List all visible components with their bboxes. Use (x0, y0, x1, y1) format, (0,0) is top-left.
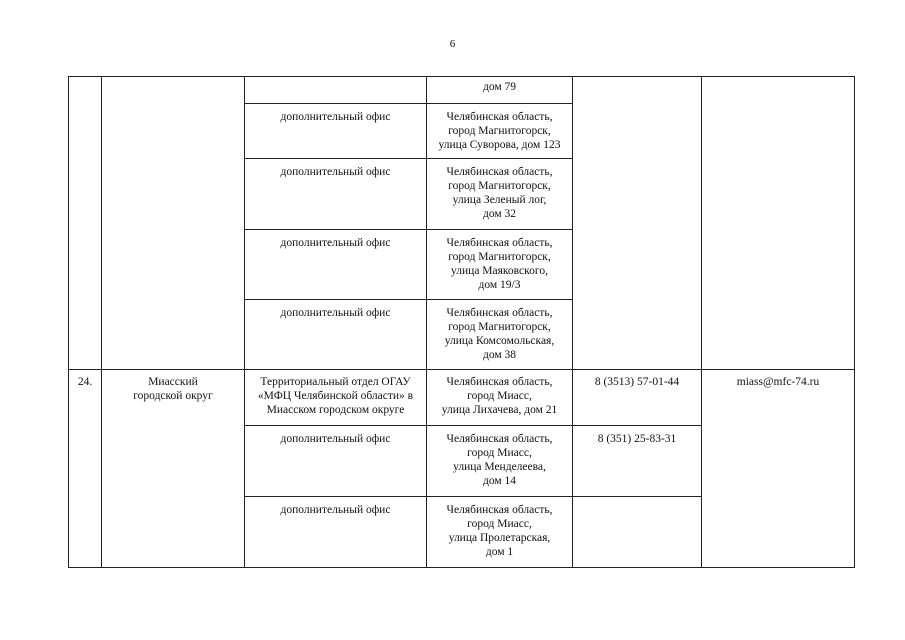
phone-cell (573, 497, 702, 568)
email-cell: miass@mfc-74.ru (702, 370, 855, 568)
page-number: 6 (449, 38, 456, 50)
phone-cell: 8 (3513) 57-01-44 (573, 370, 702, 426)
office-name-cell: дополнительный офис (245, 300, 427, 370)
phone-cell: 8 (351) 25-83-31 (573, 426, 702, 497)
phone-cell (573, 77, 702, 370)
office-address-cell: Челябинская область, город Магнитогорск, улица Комсомольская, дом 38 (427, 300, 573, 370)
table-row (69, 370, 855, 426)
email-cell (702, 77, 855, 370)
office-address-cell: Челябинская область, город Миасс, улица Пролетарская, дом 1 (427, 497, 573, 568)
office-name-cell: дополнительный офис (245, 104, 427, 159)
office-name-cell: дополнительный офис (245, 497, 427, 568)
number-cell (69, 77, 102, 370)
office-name-cell: дополнительный офис (245, 426, 427, 497)
office-address-cell: Челябинская область, город Миасс, улица Лихачева, дом 21 (427, 370, 573, 426)
number-cell: 24. (69, 370, 102, 568)
office-name-cell: дополнительный офис (245, 159, 427, 230)
office-address-cell: Челябинская область, город Миасс, улица Менделеева, дом 14 (427, 426, 573, 497)
office-name-cell: Территориальный отдел ОГАУ «МФЦ Челябинской области» в Миасском городском округе (245, 370, 427, 426)
office-address-cell: Челябинская область, город Магнитогорск, улица Маяковского, дом 19/3 (427, 230, 573, 300)
office-address-cell: дом 79 (427, 77, 573, 104)
table-row (69, 77, 855, 104)
office-name-cell (245, 77, 427, 104)
office-address-cell: Челябинская область, город Магнитогорск, улица Зеленый лог, дом 32 (427, 159, 573, 230)
district-cell (102, 77, 245, 370)
office-name-cell: дополнительный офис (245, 230, 427, 300)
district-cell: Миасский городской округ (102, 370, 245, 568)
office-address-cell: Челябинская область, город Магнитогорск, улица Суворова, дом 123 (427, 104, 573, 159)
mfc-offices-table (68, 76, 855, 568)
